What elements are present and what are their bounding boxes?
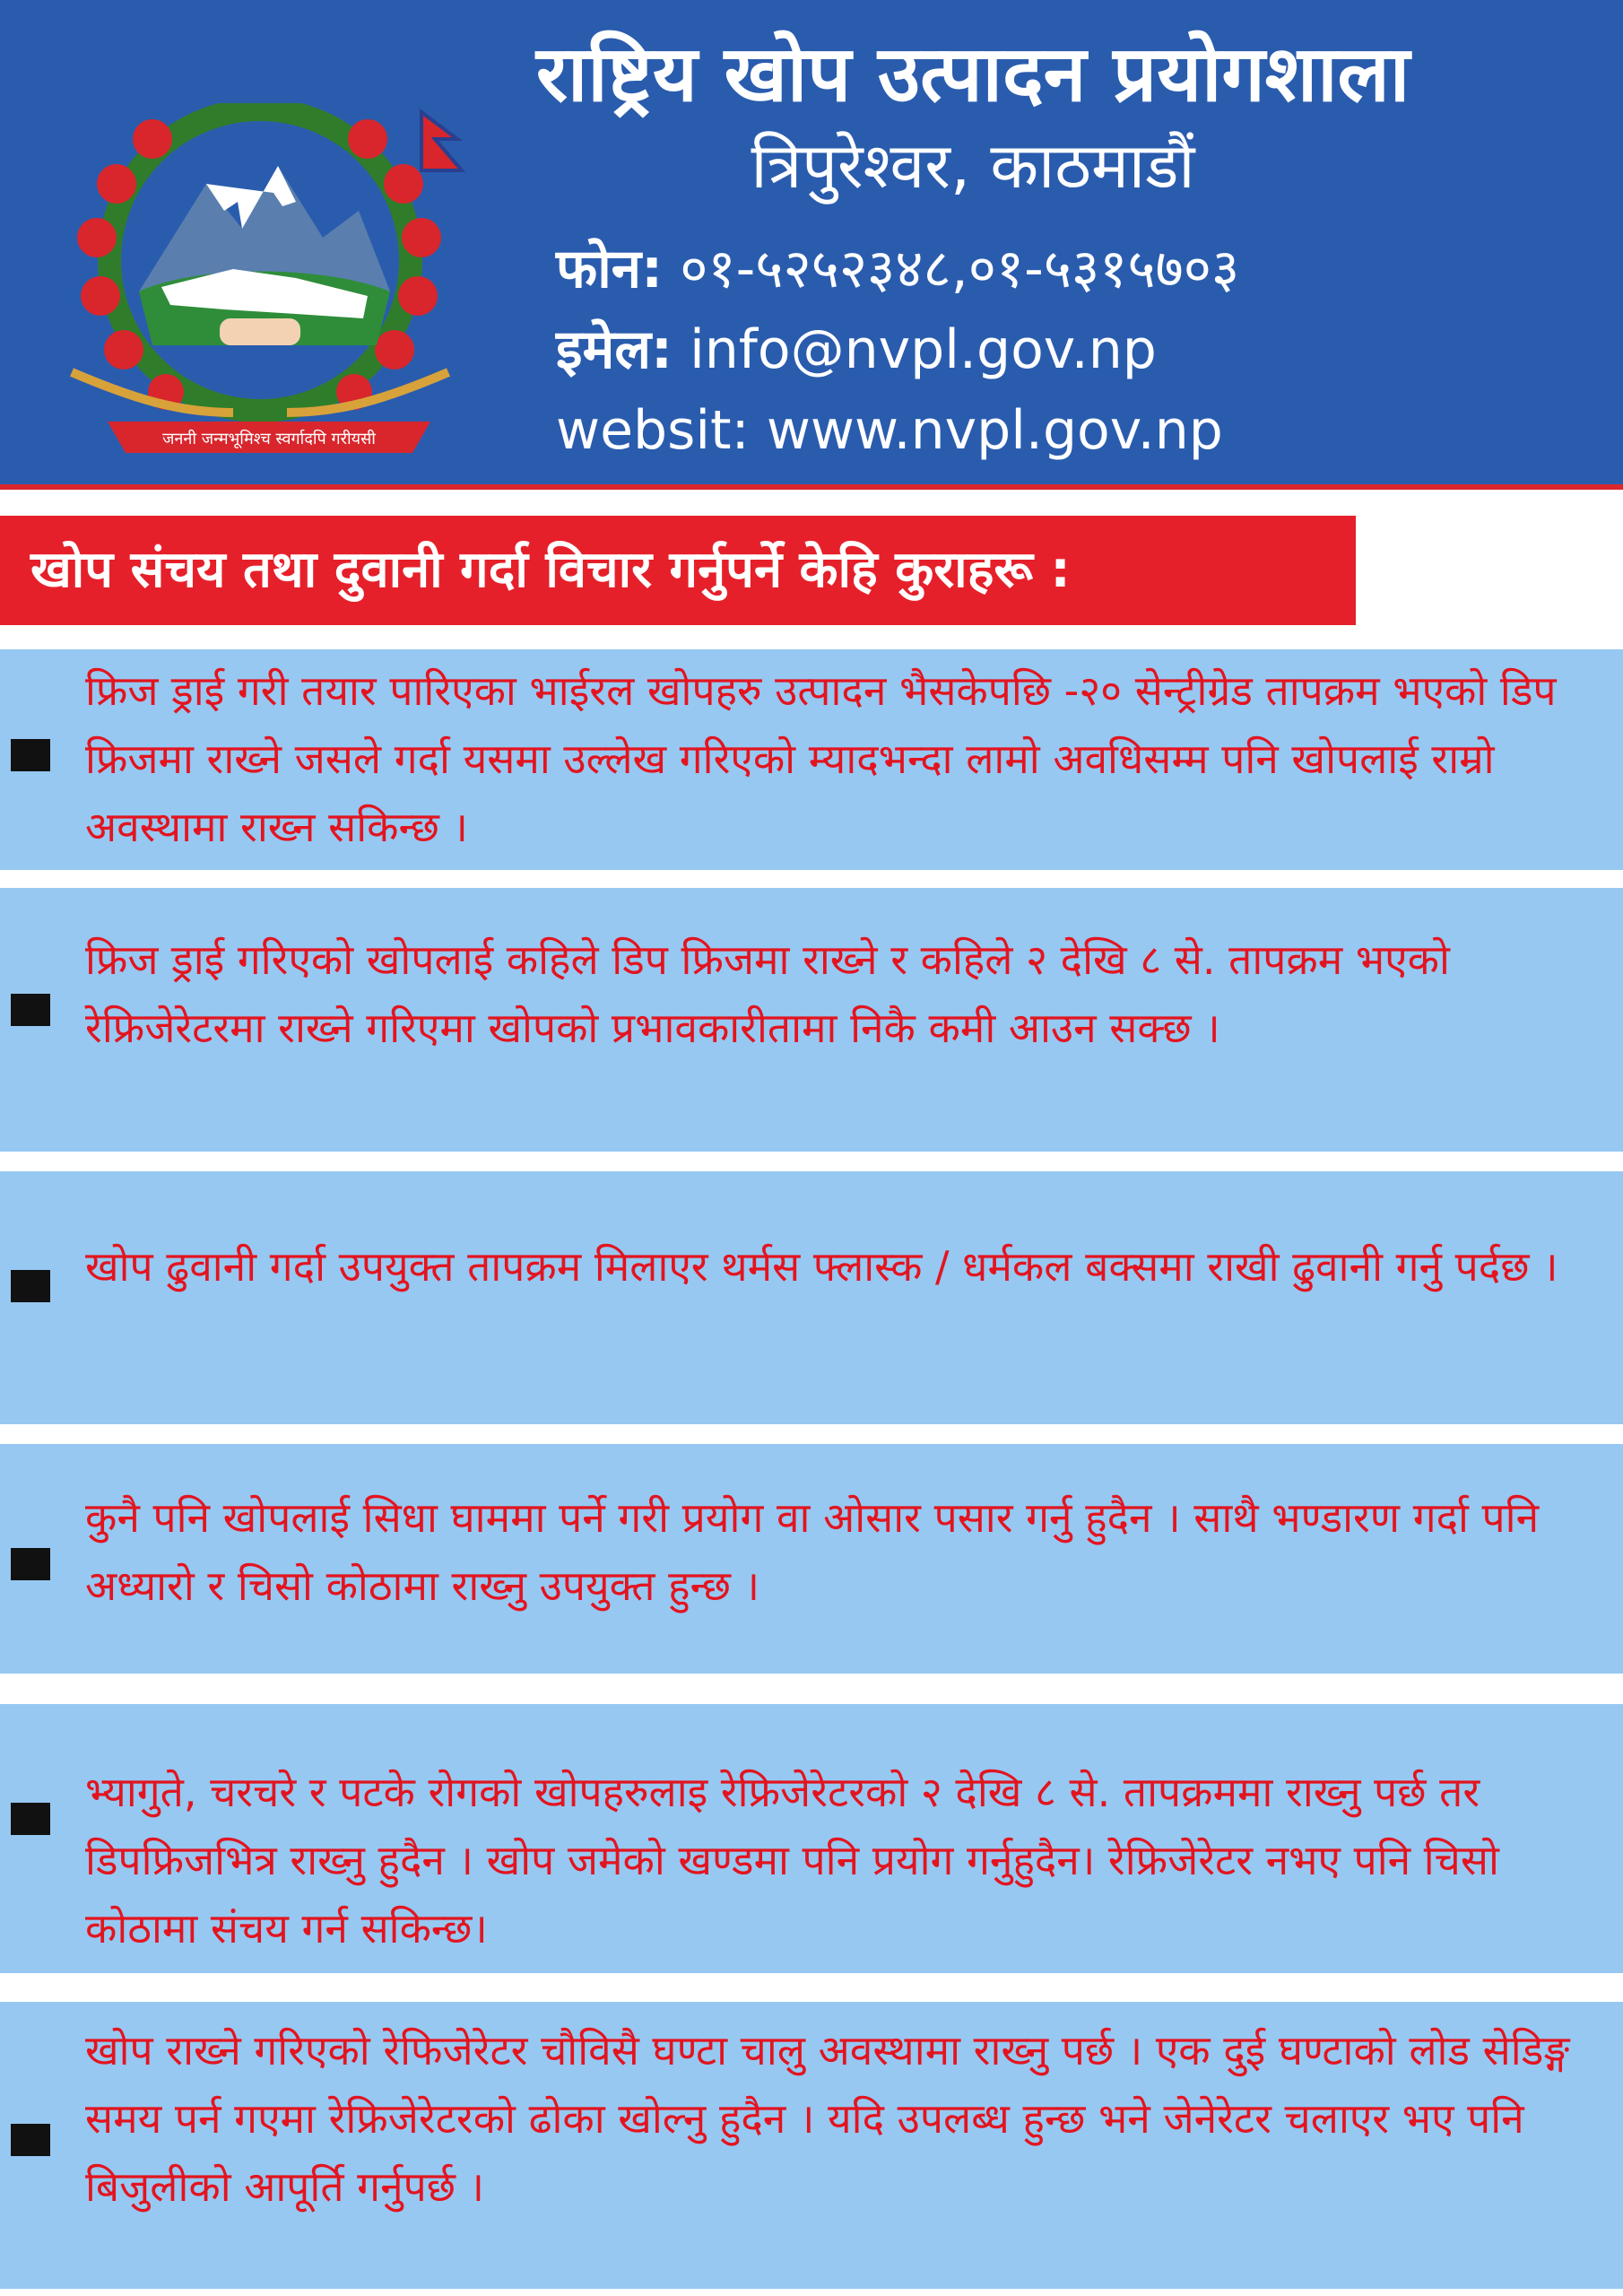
section-title: खोप संचय तथा दुवानी गर्दा विचार गर्नुपर्ने केहि कुराहरू : bbox=[30, 541, 1071, 599]
list-item bbox=[0, 2002, 1623, 2289]
contact-website bbox=[556, 396, 1223, 465]
bullet-icon bbox=[11, 1548, 50, 1580]
list-item-text: खोप ढुवानी गर्दा उपयुक्त तापक्रम मिलाएर थर्मस फ्लास्क / धर्मकल बक्समा राखी ढुवानी गर्नु पर्दछ । bbox=[85, 1242, 1558, 1291]
phone-value: ०१-५२५२३४८,०१-५३१५७०३ bbox=[680, 238, 1240, 300]
list-item bbox=[0, 1171, 1623, 1424]
list-item bbox=[0, 888, 1623, 1152]
website-value[interactable]: www.nvpl.gov.np bbox=[766, 399, 1223, 462]
bullet-icon bbox=[11, 1270, 50, 1302]
list-item bbox=[0, 1444, 1623, 1674]
organization-address: त्रिपुरेश्वर, काठमाडौं bbox=[751, 129, 1195, 203]
emblem-motto: जननी जन्मभूमिश्च स्वर्गादपि गरीयसी bbox=[162, 430, 376, 448]
contact-phone bbox=[556, 235, 1239, 303]
list-item bbox=[0, 1704, 1623, 1973]
website-label: websit: bbox=[556, 399, 750, 462]
list-item bbox=[0, 649, 1623, 870]
bullet-icon bbox=[11, 1803, 50, 1835]
list-item-text: खोप राख्ने गरिएको रेफिजेरेटर चौविसै घण्टा चालु अवस्थामा राख्नु पर्छ । एक दुई घण्टाको लोड सेडिङ्ग समय पर्न गएमा रेफ्रिजेरेटरको ढोका खोल्नु हुदैन । यदि उपलब्ध हुन्छ भने जेनेरेटर चलाएर भए पनि बिजुलीको आपूर्ति गर्नुपर्छ । bbox=[85, 2026, 1570, 2211]
list-item-text: फ्रिज ड्राई गरी तयार पारिएका भाईरल खोपहरु उत्पादन भैसकेपछि -२० सेन्ट्रीग्रेड तापक्रम भएको डिप फ्रिजमा राख्ने जसले गर्दा यसमा उल्लेख गरिएको म्यादभन्दा लामो अवधिसम्म पनि खोपलाई राम्रो अवस्थामा राख्न सकिन्छ । bbox=[85, 666, 1557, 851]
email-value[interactable]: info@nvpl.gov.np bbox=[690, 318, 1157, 381]
organization-name: राष्ट्रिय खोप उत्पादन प्रयोगशाला bbox=[535, 30, 1410, 119]
bullet-icon bbox=[11, 994, 50, 1026]
list-item-text: कुनै पनि खोपलाई सिधा घाममा पर्ने गरी प्रयोग वा ओसार पसार गर्नु हुदैन । साथै भण्डारण गर्दा पनि अध्यारो र चिसो कोठामा राख्नु उपयुक्त हुन्छ । bbox=[85, 1493, 1540, 1610]
email-label: इमेल: bbox=[556, 318, 673, 381]
header-divider bbox=[0, 484, 1623, 490]
section-banner bbox=[0, 516, 1356, 625]
contact-email bbox=[556, 316, 1157, 384]
header bbox=[0, 0, 1623, 484]
phone-label: फोन: bbox=[556, 238, 664, 300]
list-item-text: भ्यागुते, चरचरे र पटके रोगको खोपहरुलाइ रेफ्रिजेरेटरको २ देखि ८ से. तापक्रममा राख्नु पर्छ तर डिपफ्रिजभित्र राख्नु हुदैन । खोप जमेको खण्डमा पनि प्रयोग गर्नुहुदैन। रेफ्रिजेरेटर नभए पनि चिसो कोठामा संचय गर्न सकिन्छ। bbox=[85, 1768, 1499, 1952]
bullet-icon bbox=[11, 2124, 50, 2156]
list-item-text: फ्रिज ड्राई गरिएको खोपलाई कहिले डिप फ्रिजमा राख्ने र कहिले २ देखि ८ से. तापक्रम भएको रेफ्रिजेरेटरमा राख्ने गरिएमा खोपको प्रभावकारीतामा निकै कमी आउन सक्छ । bbox=[85, 935, 1450, 1052]
bullet-icon bbox=[11, 739, 50, 771]
